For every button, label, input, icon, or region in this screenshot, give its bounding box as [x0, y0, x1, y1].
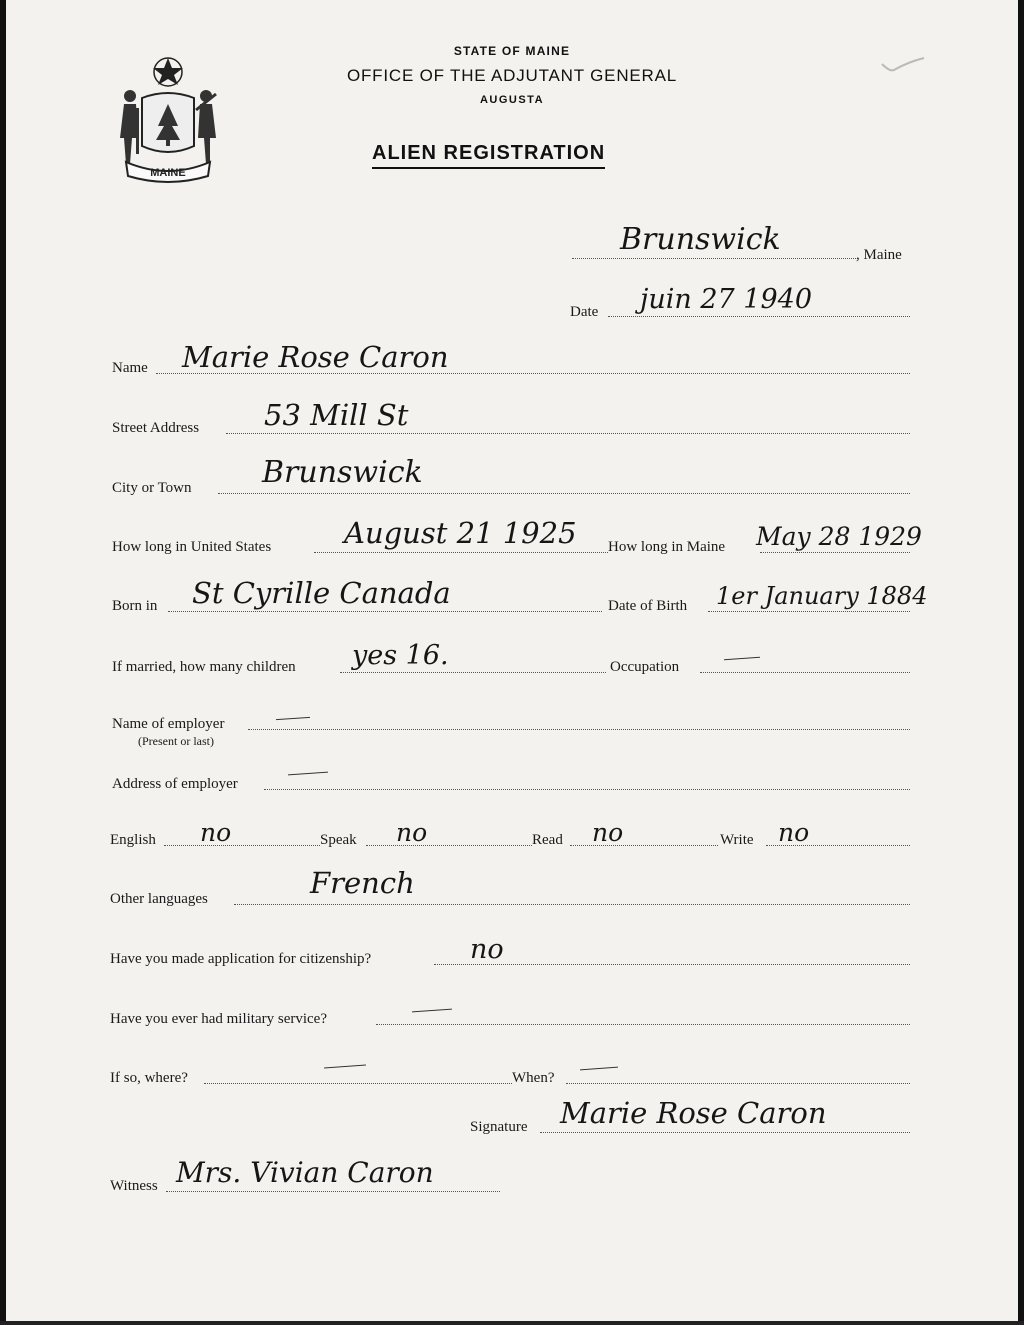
office-heading: OFFICE OF THE ADJUTANT GENERAL: [346, 66, 678, 85]
bottom-scan-border: [0, 1321, 1024, 1325]
born-in-value: St Cyrille Canada: [192, 576, 451, 610]
city-or-town-value: Brunswick: [262, 455, 423, 490]
employer-address-dots: [264, 789, 910, 790]
employer-name-sublabel: (Present or last): [138, 734, 214, 748]
when-dash: [580, 1067, 618, 1071]
date-label: Date: [570, 304, 599, 320]
how-long-us-label: How long in United States: [112, 539, 272, 555]
town-value: Brunswick: [620, 222, 781, 257]
citizenship-application-value: no: [470, 934, 504, 965]
signature-value: Marie Rose Caron: [560, 1096, 827, 1130]
employer-name-dots: [248, 729, 910, 730]
born-in-label: Born in: [112, 598, 158, 614]
citizenship-application-label: Have you made application for citizenship?: [110, 951, 372, 967]
how-long-us-value: August 21 1925: [344, 516, 577, 550]
witness-label: Witness: [110, 1178, 158, 1194]
city-or-town-dots: [218, 493, 910, 494]
english-value: no: [200, 818, 232, 847]
military-service-label: Have you ever had military service?: [110, 1011, 327, 1027]
name-value: Marie Rose Caron: [182, 340, 449, 374]
right-scan-border: [1018, 0, 1024, 1325]
speak-label: Speak: [320, 832, 357, 848]
employer-name-dash: [276, 717, 310, 720]
born-in-dots: [168, 611, 602, 612]
write-value: no: [778, 818, 810, 847]
how-long-us-dots: [314, 552, 608, 553]
write-label: Write: [720, 832, 754, 848]
svg-text:MAINE: MAINE: [150, 167, 186, 179]
citizenship-application-dots: [434, 964, 910, 965]
speak-value: no: [396, 818, 428, 847]
street-address-dots: [226, 433, 910, 434]
english-label: English: [110, 832, 156, 848]
employer-name-label: Name of employer: [112, 716, 225, 732]
left-scan-border: [0, 0, 6, 1325]
if-so-where-label: If so, where?: [110, 1070, 188, 1086]
maine-label: , Maine: [856, 247, 902, 263]
name-label: Name: [112, 360, 148, 376]
signature-dots: [540, 1132, 910, 1133]
other-languages-dots: [234, 904, 910, 905]
date-dots: [608, 316, 910, 317]
military-service-dash: [412, 1009, 452, 1013]
how-long-maine-value: May 28 1929: [756, 522, 922, 551]
date-of-birth-dots: [708, 611, 910, 612]
married-children-label: If married, how many children: [112, 659, 296, 675]
english-dots: [164, 845, 320, 846]
witness-dots: [166, 1191, 500, 1192]
when-dots: [566, 1083, 910, 1084]
read-value: no: [592, 818, 624, 847]
witness-value: Mrs. Vivian Caron: [176, 1156, 434, 1189]
date-of-birth-value: 1er January 1884: [716, 582, 928, 610]
employer-address-dash: [288, 772, 328, 776]
other-languages-value: French: [310, 866, 415, 900]
how-long-maine-dots: [760, 552, 910, 553]
street-address-value: 53 Mill St: [264, 398, 409, 432]
occupation-label: Occupation: [610, 659, 680, 675]
speak-dots: [366, 845, 532, 846]
city-or-town-label: City or Town: [112, 480, 192, 496]
state-heading: STATE OF MAINE: [453, 44, 571, 58]
city-heading: AUGUSTA: [479, 94, 545, 106]
how-long-maine-label: How long in Maine: [608, 539, 726, 555]
employer-address-label: Address of employer: [112, 776, 238, 792]
when-label: When?: [512, 1070, 555, 1086]
married-children-value: yes 16.: [352, 640, 449, 671]
if-so-where-dots: [204, 1083, 512, 1084]
signature-label: Signature: [470, 1119, 528, 1135]
occupation-dots: [700, 672, 910, 673]
military-service-dots: [376, 1024, 910, 1025]
married-children-dots: [340, 672, 606, 673]
date-of-birth-label: Date of Birth: [608, 598, 688, 614]
if-so-where-dash: [324, 1065, 366, 1069]
form-title: ALIEN REGISTRATION: [372, 142, 605, 169]
town-dots: [572, 258, 856, 259]
date-value: juin 27 1940: [640, 284, 813, 315]
other-languages-label: Other languages: [110, 891, 208, 907]
occupation-dash: [724, 657, 760, 661]
read-label: Read: [532, 832, 563, 848]
street-address-label: Street Address: [112, 420, 200, 436]
